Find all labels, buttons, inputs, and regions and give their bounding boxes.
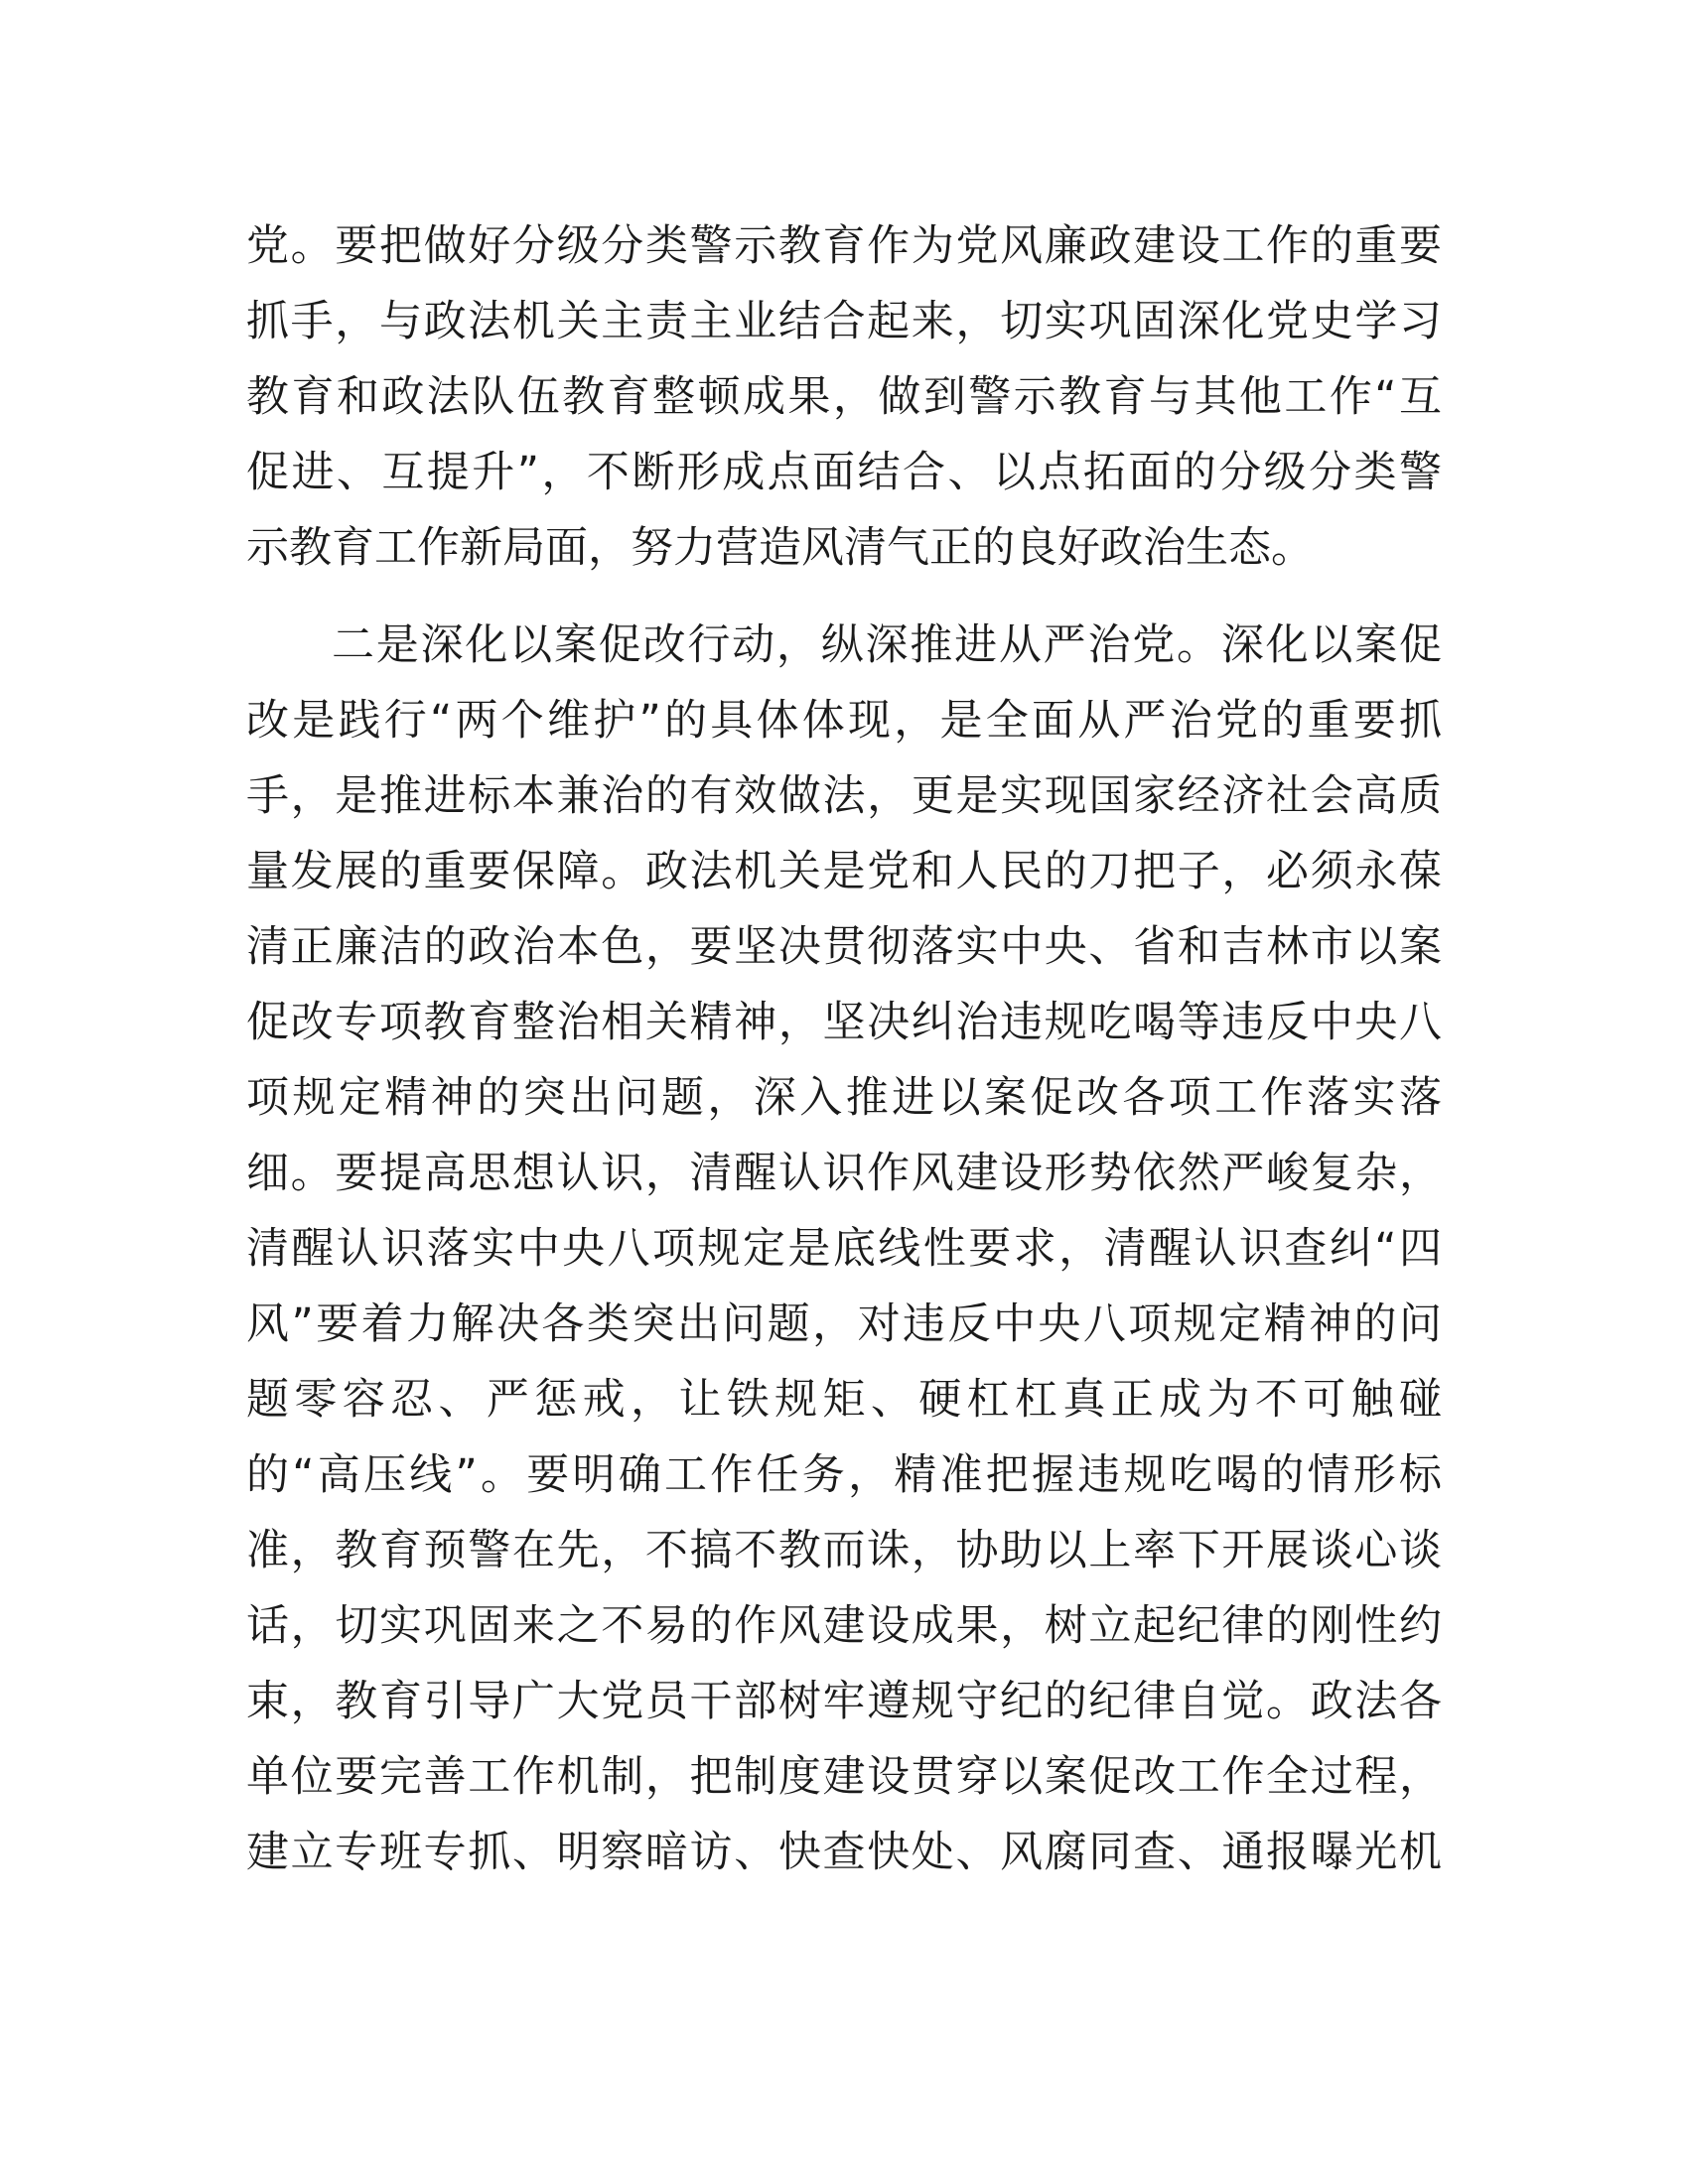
paragraph-line: 二是深化以案促改行动，纵深推进从严治党。深化以案促 [332,620,1442,670]
paragraph-line: 的“高压线”。要明确工作任务，精准把握违规吃喝的情形标 [246,1450,1442,1500]
paragraph-line: 话，切实巩固来之不易的作风建设成果，树立起纪律的刚性约 [246,1601,1442,1651]
paragraph-line: 细。要提高思想认识，清醒认识作风建设形势依然严峻复杂， [246,1149,1442,1198]
paragraph-1 [246,208,1442,586]
paragraph-line: 量发展的重要保障。政法机关是党和人民的刀把子，必须永葆 [246,847,1442,896]
paragraph-line: 改是践行“两个维护”的具体体现，是全面从严治党的重要抓 [246,696,1442,746]
paragraph-line: 题零容忍、严惩戒，让铁规矩、硬杠杠真正成为不可触碰 [246,1375,1442,1425]
paragraph-line: 促改专项教育整治相关精神，坚决纠治违规吃喝等违反中央八 [246,998,1442,1047]
paragraph-line: 准，教育预警在先，不搞不教而诛，协助以上率下开展谈心谈 [246,1526,1442,1575]
paragraph-line: 风”要着力解决各类突出问题，对违反中央八项规定精神的问 [246,1299,1442,1349]
paragraph-line: 项规定精神的突出问题，深入推进以案促改各项工作落实落 [246,1073,1442,1123]
paragraph-line: 党。要把做好分级分类警示教育作为党风廉政建设工作的重要 [246,221,1442,271]
paragraph-line: 促进、互提升”，不断形成点面结合、以点拓面的分级分类警 [246,448,1442,497]
paragraph-line: 建立专班专抓、明察暗访、快查快处、风腐同查、通报曝光机 [246,1828,1442,1877]
paragraph-line: 清醒认识落实中央八项规定是底线性要求，清醒认识查纠“四 [246,1224,1442,1274]
paragraph-line: 单位要完善工作机制，把制度建设贯穿以案促改工作全过程， [246,1752,1442,1802]
paragraph-line: 示教育工作新局面，努力营造风清气正的良好政治生态。 [246,523,1314,573]
paragraph-2 [246,608,1442,1890]
paragraph-line: 清正廉洁的政治本色，要坚决贯彻落实中央、省和吉林市以案 [246,922,1442,972]
paragraph-line: 教育和政法队伍教育整顿成果，做到警示教育与其他工作“互 [246,372,1442,422]
paragraph-line: 手，是推进标本兼治的有效做法，更是实现国家经济社会高质 [246,771,1442,821]
paragraph-line: 抓手，与政法机关主责主业结合起来，切实巩固深化党史学习 [246,297,1442,346]
paragraph-line: 束，教育引导广大党员干部树牢遵规守纪的纪律自觉。政法各 [246,1677,1442,1726]
